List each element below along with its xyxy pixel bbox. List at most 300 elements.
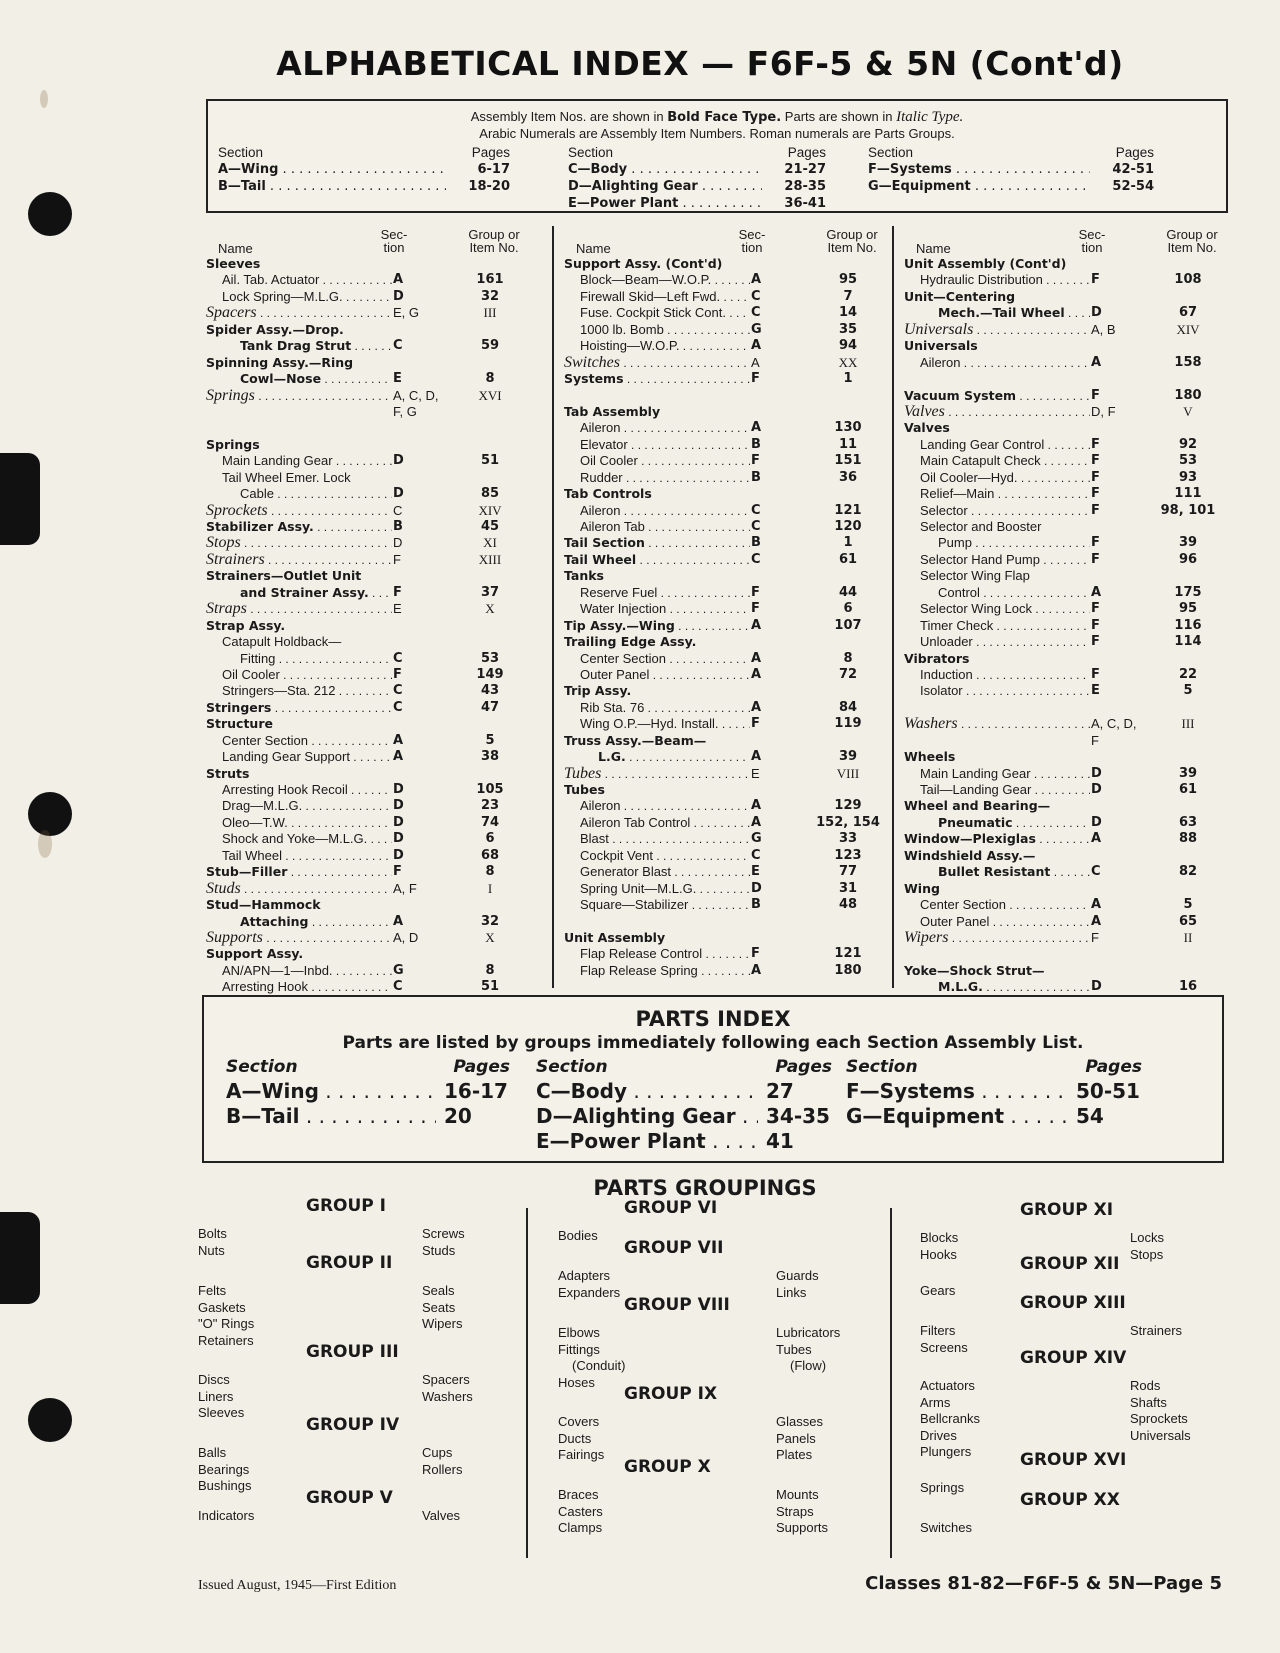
entry-section: F (1090, 453, 1164, 469)
entry-name: M.L.G. . . . (904, 979, 1134, 995)
parts-index-row (226, 1079, 510, 1104)
entry-name: Generator Blast . . . (564, 864, 794, 880)
index-entry (904, 256, 1228, 272)
group-item: Straps (776, 1503, 814, 1519)
group-item: Bearings (198, 1461, 250, 1477)
entry-name: Wipers . . . (904, 930, 1134, 946)
entry-name: Tubes . . . (564, 766, 794, 782)
index-entry (206, 634, 542, 650)
section-name: F—Systems . . . (846, 1079, 1068, 1104)
group-item: Retainers (198, 1332, 254, 1348)
index-entry (564, 667, 888, 683)
entry-name: Cowl—Nose . . . (206, 371, 436, 387)
entry-section: D (392, 453, 466, 469)
group-items-right (1130, 1323, 1182, 1340)
entry-group: 180 (834, 962, 862, 978)
entry-group: 175 (1174, 584, 1202, 600)
entry-group: VIII (836, 765, 860, 781)
index-entry (206, 289, 542, 305)
entry-section: F (750, 601, 824, 617)
entry-name: Arresting Hook Recoil . . . (206, 782, 436, 798)
entry-name: Stabilizer Assy. . . . (206, 519, 436, 535)
entry-section: A (750, 815, 824, 831)
entry-name: Main Catapult Check . . . (904, 453, 1134, 469)
index-spacer (904, 371, 1228, 387)
index-spacer (904, 700, 1228, 716)
parts-groupings-title: PARTS GROUPINGS (593, 1176, 817, 1200)
group-heading: GROUP XII (1020, 1254, 1120, 1274)
entry-section: B (750, 897, 824, 913)
entry-name: Vacuum System . . . (904, 388, 1134, 404)
group-heading: GROUP XVI (1020, 1450, 1127, 1470)
entry-name: Firewall Skid—Left Fwd. . . . (564, 289, 794, 305)
index-entry (564, 486, 888, 502)
index-entry (564, 963, 888, 979)
entry-name: Aileron . . . (564, 503, 794, 519)
entry-group: 32 (480, 288, 500, 304)
pages-label: Pages (1085, 1057, 1142, 1077)
index-entry (206, 864, 542, 880)
index-entry (206, 453, 542, 469)
parts-index-subtitle: Parts are listed by groups immediately following each Section Assembly List. (342, 1033, 1084, 1053)
legend-section-row (568, 196, 826, 213)
group-item: Universals (1130, 1427, 1191, 1443)
parts-index-title: PARTS INDEX (635, 1007, 791, 1031)
entry-group: 120 (834, 519, 862, 534)
entry-group: 65 (1178, 913, 1198, 929)
entry-section: E (392, 371, 466, 387)
group-item: Valves (422, 1508, 461, 1523)
group-item: Discs (198, 1372, 230, 1387)
group-item: Panels (776, 1430, 816, 1446)
entry-section: F (1090, 601, 1164, 617)
index-entry (564, 568, 888, 584)
group-item: Felts (198, 1283, 227, 1298)
section-label: Section (536, 1057, 608, 1077)
entry-group: 151 (834, 453, 862, 469)
entry-group: 51 (480, 979, 500, 995)
entry-section: F (750, 946, 824, 962)
section-pages: 50-51 (1076, 1079, 1140, 1103)
entry-section: F (1090, 634, 1164, 650)
index-entry (206, 256, 542, 272)
index-entry (904, 388, 1228, 404)
entry-name: Outer Panel . . . (904, 914, 1134, 930)
group-item: Bolts (198, 1226, 227, 1241)
index-entry (904, 930, 1228, 946)
group-item: Hooks (920, 1246, 957, 1262)
entry-group: 11 (838, 436, 858, 452)
index-entry (904, 864, 1228, 880)
index-column-3 (892, 226, 1228, 995)
entry-section: F (1090, 618, 1164, 634)
group-item: Rods (1130, 1378, 1161, 1393)
group-heading: GROUP I (306, 1196, 387, 1216)
entry-name: Trip Assy. (564, 683, 632, 699)
entry-section: G (750, 831, 824, 847)
entry-section: C (750, 503, 824, 519)
entry-name: Center Section . . . (904, 897, 1134, 913)
header-group: Group or Item No. (1166, 227, 1218, 255)
index-entry (564, 552, 888, 568)
index-entry (206, 930, 542, 946)
entry-name: Center Section . . . (564, 651, 794, 667)
group-heading: GROUP XX (1020, 1490, 1120, 1510)
index-entry (206, 618, 542, 634)
index-entry (206, 881, 542, 897)
entry-group: 98, 101 (1160, 502, 1216, 518)
entry-name: Tail—Landing Gear . . . (904, 782, 1134, 798)
index-entry (904, 683, 1228, 699)
legend-italic-text: Italic Type. (896, 109, 964, 125)
entry-name: Selector Wing Lock . . . (904, 601, 1134, 617)
index-entry (904, 601, 1228, 617)
group-item: Ducts (558, 1430, 592, 1446)
index-entry (904, 535, 1228, 551)
binder-hole (28, 1398, 72, 1442)
entry-section: D (1090, 782, 1164, 798)
index-entry (206, 470, 542, 486)
entry-name: Unit Assembly (564, 929, 666, 945)
index-entry (564, 305, 888, 321)
entry-group: 14 (838, 305, 858, 321)
group-item: Sleeves (198, 1405, 245, 1420)
entry-name: Trailing Edge Assy. (564, 634, 697, 650)
group-item: Casters (558, 1503, 603, 1519)
entry-section: C (1090, 864, 1164, 880)
entry-section: A (1090, 831, 1164, 847)
header-name: Name (576, 241, 611, 256)
index-entry (904, 979, 1228, 995)
group-item: Stops (1130, 1246, 1164, 1262)
parts-index-row (536, 1129, 832, 1154)
entry-name: Wing O.P.—Hyd. Install. . . . (564, 716, 794, 732)
index-entry (904, 897, 1228, 913)
entry-group: 32 (480, 913, 500, 929)
index-entry (904, 585, 1228, 601)
entry-group: 105 (476, 782, 504, 797)
entry-name: Relief—Main . . . (904, 486, 1134, 502)
index-entry (206, 601, 542, 617)
index-entry (206, 272, 542, 288)
entry-group: 74 (480, 814, 500, 830)
entry-name: Tail Section . . . (564, 535, 794, 551)
entry-name: Lock Spring—M.L.G. . . . (206, 289, 436, 305)
entry-name: Selector Hand Pump . . . (904, 552, 1134, 568)
group-items-left (198, 1226, 227, 1259)
entry-section: A (1090, 585, 1164, 601)
entry-group: 129 (834, 798, 862, 814)
index-entry (206, 338, 542, 354)
section-pages: 16-17 (444, 1079, 508, 1103)
entry-group: 111 (1174, 486, 1202, 502)
entry-name: Spacers . . . (206, 305, 436, 321)
entry-group: 116 (1174, 617, 1202, 633)
legend-section-column (568, 145, 826, 213)
legend-section-row (868, 179, 1154, 196)
group-heading: GROUP IV (306, 1415, 400, 1435)
entry-section: E (750, 864, 824, 880)
group-item: Washers (422, 1388, 473, 1404)
parts-index-row (846, 1079, 1142, 1104)
group-item: Supports (776, 1520, 829, 1535)
entry-name: Tank Drag Strut . . . (206, 338, 436, 354)
index-entry (206, 437, 542, 453)
entry-section: F (1090, 733, 1164, 749)
section-label: Section (226, 1057, 298, 1077)
group-item: Seats (422, 1299, 456, 1315)
entry-section: C (750, 552, 824, 568)
entry-name: Supports . . . (206, 930, 436, 946)
index-entry (564, 338, 888, 354)
entry-group: 36 (838, 469, 858, 485)
entry-name: Arresting Hook . . . (206, 979, 436, 995)
index-entry (564, 470, 888, 486)
entry-name: Landing Gear Control . . . (904, 437, 1134, 453)
legend-section-header (868, 145, 1154, 162)
parts-index-header (846, 1057, 1142, 1079)
index-entry (904, 651, 1228, 667)
group-items-right (422, 1283, 462, 1333)
parts-index-row (536, 1104, 832, 1129)
parts-index-header (226, 1057, 510, 1079)
index-entry (206, 831, 542, 847)
index-entry (206, 733, 542, 749)
group-item: Actuators (920, 1378, 975, 1393)
entry-name: Induction . . . (904, 667, 1134, 683)
entry-group: 47 (480, 699, 500, 715)
entry-group: 161 (476, 272, 504, 288)
group-item: Arms (920, 1394, 951, 1410)
index-entry (206, 503, 542, 519)
entry-group: XI (483, 535, 497, 551)
page-title: ALPHABETICAL INDEX — F6F-5 & 5N (Cont'd) (276, 44, 1124, 83)
entry-section: D (1090, 305, 1164, 321)
entry-name: Shock and Yoke—M.L.G. . . . (206, 831, 436, 847)
index-entry (206, 404, 542, 420)
section-name: A—Wing . . . (226, 1079, 436, 1104)
header-group: Group or Item No. (468, 227, 520, 255)
group-item: Sprockets (1130, 1411, 1188, 1426)
index-entry (206, 798, 542, 814)
group-item: Tubes (776, 1341, 812, 1357)
entry-name: Pump . . . (904, 535, 1134, 551)
index-spacer (904, 946, 1228, 962)
entry-group: 1 (843, 535, 853, 551)
entry-group: 8 (485, 962, 495, 978)
entry-name: Stops . . . (206, 535, 436, 551)
stain (38, 830, 52, 858)
entry-section: F (1090, 667, 1164, 683)
index-entry (904, 881, 1228, 897)
entry-section: C (750, 305, 824, 321)
parts-index-row (226, 1104, 510, 1129)
entry-group: 121 (834, 502, 862, 518)
groupings-column-1 (196, 1196, 526, 1558)
index-entry (904, 634, 1228, 650)
index-column-1 (206, 226, 542, 995)
entry-group: 72 (838, 666, 858, 682)
section-name: F—Systems . . . (868, 162, 1090, 179)
index-entry (206, 568, 542, 584)
entry-name: Selector and Booster (920, 519, 1042, 534)
entry-section: A (750, 667, 824, 683)
binder-tab (0, 453, 40, 545)
entry-name: Structure (206, 716, 273, 732)
entry-section: F (750, 453, 824, 469)
entry-section: F (750, 585, 824, 601)
legend-section-row (868, 162, 1154, 179)
entry-name: Pneumatic . . . (904, 815, 1134, 831)
index-entry (206, 651, 542, 667)
section-pages: 34-35 (766, 1104, 830, 1128)
footer-page-number: Classes 81-82—F6F-5 & 5N—Page 5 (865, 1573, 1222, 1594)
index-entry (564, 782, 888, 798)
entry-group: III (483, 305, 497, 321)
entry-section: F (1090, 272, 1164, 288)
index-entry (564, 322, 888, 338)
entry-name: Tail Wheel . . . (564, 552, 794, 568)
group-items-left (198, 1508, 254, 1525)
entry-group: 84 (838, 699, 858, 715)
entry-name: Block—Beam—W.O.P. . . . (564, 272, 794, 288)
entry-section: A (750, 420, 824, 436)
entry-name: Yoke—Shock Strut— (904, 962, 1045, 978)
entry-group: 33 (838, 831, 858, 847)
entry-section: D (392, 798, 466, 814)
group-item: Seals (422, 1283, 455, 1298)
section-name: B—Tail . . . (226, 1104, 436, 1129)
entry-name: Straps . . . (206, 601, 436, 617)
section-pages: 6-17 (477, 162, 510, 177)
index-entry (206, 322, 542, 338)
entry-group: 39 (1178, 535, 1198, 551)
index-entry (904, 848, 1228, 864)
entry-name: Hoisting—W.O.P. . . . (564, 338, 794, 354)
index-entry (564, 601, 888, 617)
entry-group: 31 (838, 880, 858, 896)
index-column-header (564, 226, 888, 256)
index-entry (564, 815, 888, 831)
group-item: Nuts (198, 1242, 225, 1258)
entry-name: Outer Panel . . . (564, 667, 794, 683)
entry-name: Main Landing Gear . . . (206, 453, 436, 469)
group-item: Balls (198, 1445, 227, 1460)
entry-group: XX (838, 354, 858, 370)
entry-section: B (750, 470, 824, 486)
group-item: Links (776, 1284, 807, 1300)
index-entry (564, 437, 888, 453)
group-item: Screws (422, 1226, 465, 1241)
entry-group: 48 (838, 897, 858, 913)
index-entry (564, 355, 888, 371)
group-item: Mounts (776, 1487, 819, 1502)
entry-group: 5 (1183, 897, 1193, 913)
entry-group: 38 (480, 749, 500, 765)
group-item: Gaskets (198, 1299, 246, 1315)
entry-section: A (750, 700, 824, 716)
entry-group: III (1181, 716, 1195, 732)
entry-name: Strap Assy. (206, 617, 286, 633)
entry-section: A (750, 798, 824, 814)
entry-name: Oil Cooler . . . (564, 453, 794, 469)
index-entry (206, 979, 542, 995)
entry-group: I (487, 880, 493, 896)
parts-index-header (536, 1057, 832, 1079)
section-pages: 27 (766, 1079, 794, 1103)
index-entry (206, 371, 542, 387)
entry-name: Rudder . . . (564, 470, 794, 486)
index-entry (564, 749, 888, 765)
entry-section: G (750, 322, 824, 338)
entry-name: Flap Release Spring . . . (564, 963, 794, 979)
section-pages: 52-54 (1112, 179, 1154, 194)
section-label: Section (846, 1057, 918, 1077)
section-pages: 41 (766, 1129, 794, 1153)
entry-name: Sprockets . . . (206, 503, 436, 519)
legend-section-header (218, 145, 510, 162)
entry-section: C (750, 519, 824, 535)
group-item: Drives (920, 1427, 957, 1443)
entry-section: F (392, 667, 466, 683)
entry-name: Tanks (564, 568, 605, 584)
entry-group: XIII (478, 551, 502, 567)
index-entry (904, 486, 1228, 502)
entry-name: Flap Release Control . . . (564, 946, 794, 962)
section-pages: 28-35 (784, 179, 826, 194)
binder-tab (0, 1212, 40, 1304)
entry-group: 82 (1178, 864, 1198, 880)
group-item: Expanders (558, 1284, 621, 1300)
entry-name: Aileron Tab . . . (564, 519, 794, 535)
group-item: Hoses (558, 1374, 595, 1390)
group-item: Screens (920, 1339, 968, 1355)
entry-name: Unit—Centering (904, 288, 1016, 304)
index-entry (206, 519, 542, 535)
entry-group: 53 (480, 650, 500, 666)
alphabetical-index (206, 226, 1228, 995)
entry-group: 68 (480, 847, 500, 863)
group-heading: GROUP VII (624, 1238, 724, 1258)
entry-section: A (392, 914, 466, 930)
entry-section: A (750, 272, 824, 288)
entry-group: 180 (1174, 387, 1202, 403)
entry-section: D (392, 486, 466, 502)
entry-group: 121 (834, 946, 862, 962)
index-entry (904, 733, 1228, 749)
group-items-right (422, 1445, 462, 1478)
entry-name: Elevator . . . (564, 437, 794, 453)
index-entry (564, 798, 888, 814)
group-item: Fittings (558, 1341, 600, 1357)
entry-section: B (392, 519, 466, 535)
entry-name: Drag—M.L.G. . . . (206, 798, 436, 814)
entry-section: G (392, 963, 466, 979)
entry-name: Bullet Resistant . . . (904, 864, 1134, 880)
index-entry (904, 963, 1228, 979)
entry-name: Switches . . . (564, 355, 794, 371)
entry-section: D (392, 831, 466, 847)
entry-group: 37 (480, 584, 500, 600)
index-entry (564, 256, 888, 272)
group-item: Rollers (422, 1461, 463, 1477)
index-entry (206, 486, 542, 502)
section-label: Section (568, 145, 614, 160)
group-items-left (198, 1283, 254, 1349)
index-entry (206, 552, 542, 568)
index-entry (904, 798, 1228, 814)
entry-name: Aileron . . . (564, 420, 794, 436)
